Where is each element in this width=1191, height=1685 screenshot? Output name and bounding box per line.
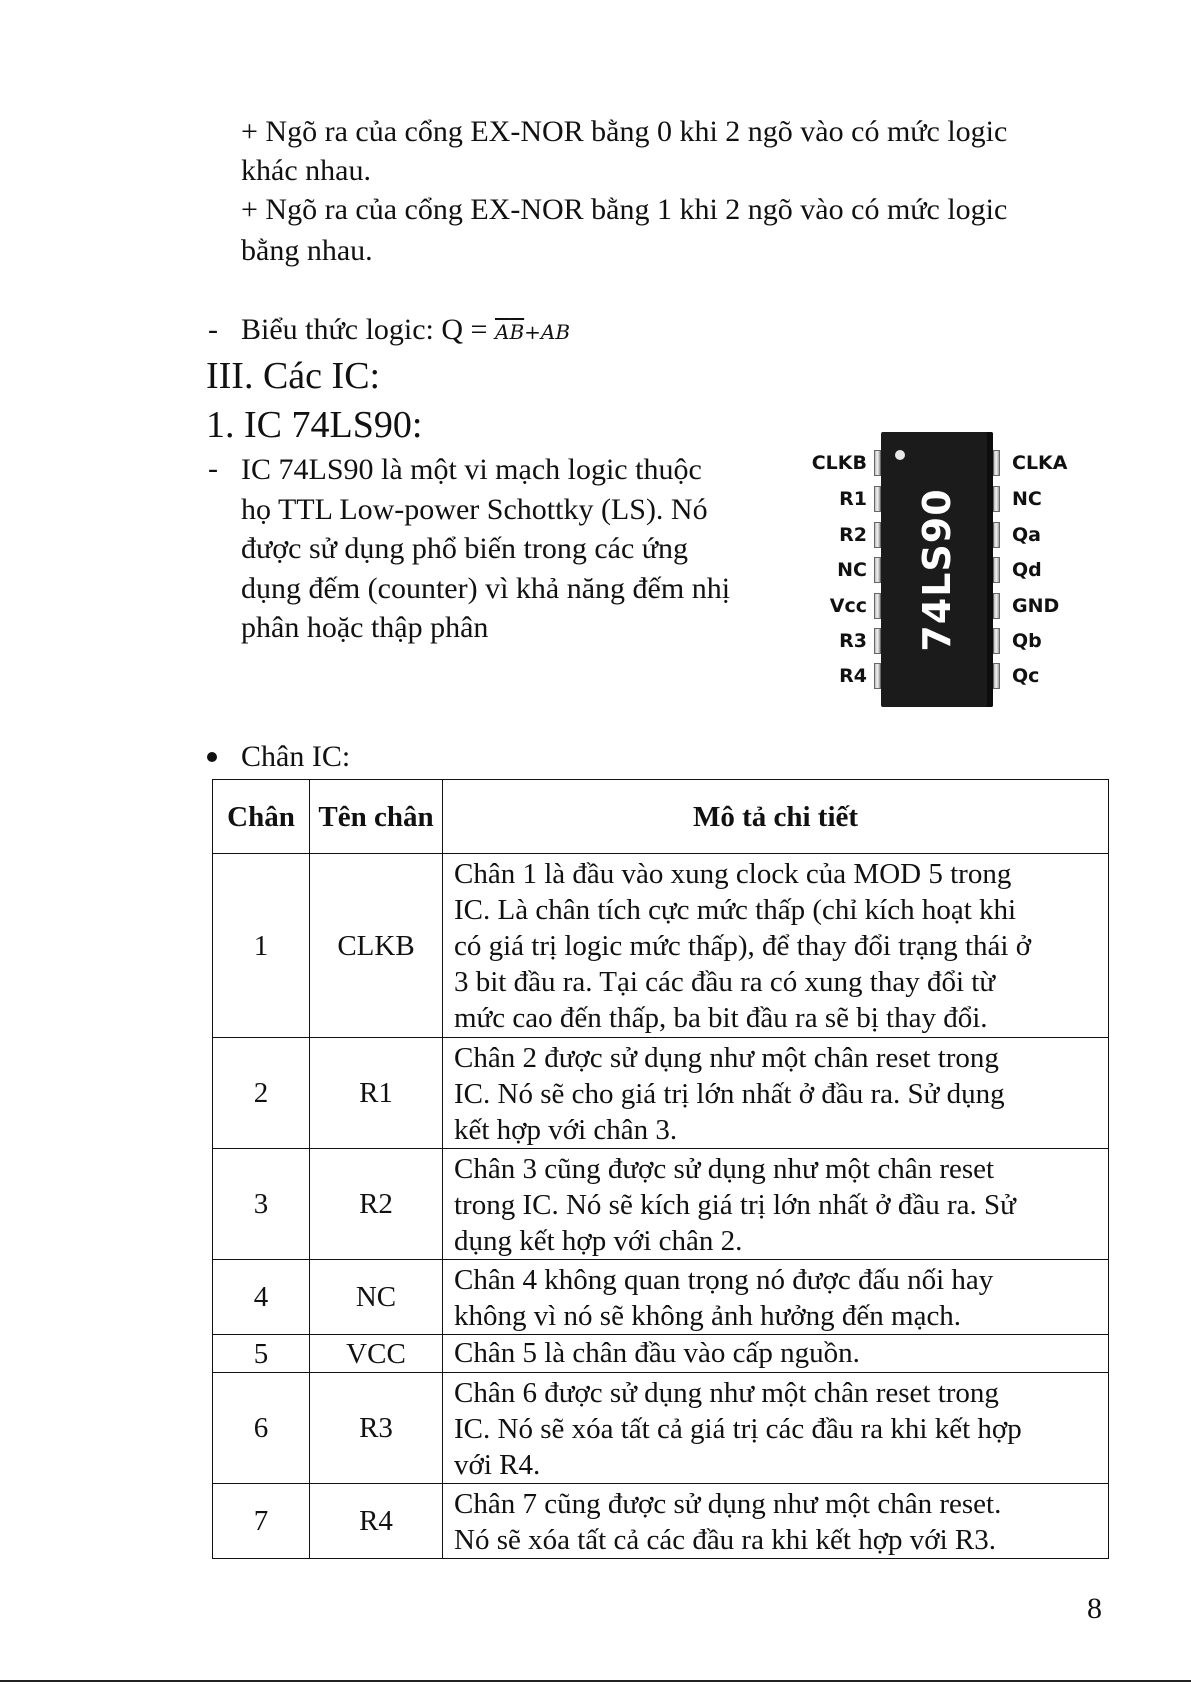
expression-label: Biểu thức logic: Q = <box>241 313 488 346</box>
footer-rule <box>0 1680 1191 1682</box>
table-row <box>213 1149 1109 1260</box>
pin-label-left: Vcc <box>829 595 867 617</box>
pin-right <box>993 522 1000 548</box>
cell-name: R1 <box>310 1038 443 1149</box>
pin-label-right: Qa <box>1012 524 1041 546</box>
description-line: không vì nó sẽ không ảnh hưởng đến mạch. <box>454 1300 962 1332</box>
table-row <box>213 854 1109 1038</box>
description-line: với R4. <box>454 1449 541 1481</box>
description-line: kết hợp với chân 3. <box>454 1114 678 1146</box>
cell-pin: 3 <box>213 1149 310 1260</box>
exnor-rule-1-line-2: khác nhau. <box>241 154 371 187</box>
cell-pin: 4 <box>213 1260 310 1335</box>
cell-pin: 2 <box>213 1038 310 1149</box>
pin-table <box>212 779 1109 1559</box>
pin-label-right: CLKA <box>1012 452 1068 474</box>
cell-name: NC <box>310 1260 443 1335</box>
cell-name: R4 <box>310 1484 443 1559</box>
formula-b-bar: $\overline{B}$ <box>509 320 525 344</box>
table-row <box>213 1373 1109 1484</box>
cell-name: VCC <box>310 1335 443 1373</box>
cell-pin: 6 <box>213 1373 310 1484</box>
intro-line: phân hoặc thập phân <box>241 611 489 644</box>
chip-name: 74LS90 <box>915 488 959 652</box>
description-line: 3 bit đầu ra. Tại các đầu ra có xung thay đổi từ <box>454 966 996 998</box>
pin-left <box>874 522 881 548</box>
description-line: Chân 6 được sử dụng như một chân reset trong <box>454 1377 999 1409</box>
description-line: Chân 2 được sử dụng như một chân reset trong <box>454 1042 999 1074</box>
intro-line: được sử dụng phổ biến trong các ứng <box>241 532 689 565</box>
logic-expression <box>241 311 570 351</box>
expression-formula <box>495 320 570 344</box>
expression-dash: - <box>208 313 218 346</box>
pin-right <box>993 557 1000 583</box>
pin-left <box>874 593 881 619</box>
pin-label-left: R4 <box>839 665 867 687</box>
pin-label-left: NC <box>837 559 867 581</box>
cell-name: R2 <box>310 1149 443 1260</box>
pin-label-left: R1 <box>839 488 867 510</box>
pin-label-right: GND <box>1012 595 1060 617</box>
pin-label-right: Qc <box>1012 665 1040 687</box>
description-line: IC. Nó sẽ xóa tất cả giá trị các đầu ra khi kết hợp <box>454 1413 1022 1445</box>
intro-line: dụng đếm (counter) vì khả năng đếm nhị <box>241 571 731 605</box>
ic-chip-diagram <box>800 430 1100 720</box>
pin-label-left: CLKB <box>811 452 867 474</box>
cell-pin: 1 <box>213 854 310 1038</box>
exnor-rule-1-line-1: + Ngõ ra của cổng EX-NOR bằng 0 khi 2 ngõ vào có mức logic <box>241 115 1008 148</box>
description-line: trong IC. Nó sẽ kích giá trị lớn nhất ở đầu ra. Sử <box>454 1189 1016 1221</box>
cell-name: CLKB <box>310 854 443 1038</box>
pin-left <box>874 557 881 583</box>
pin-left <box>874 628 881 654</box>
page-number: 8 <box>1087 1592 1102 1625</box>
intro-line: IC 74LS90 là một vi mạch logic thuộc <box>241 453 702 486</box>
description-line: Chân 7 cũng được sử dụng như một chân reset. <box>454 1488 1002 1520</box>
description-line: mức cao đến thấp, ba bit đầu ra sẽ bị thay đổi. <box>454 1002 988 1034</box>
cell-description <box>443 1038 1109 1149</box>
description-line: Chân 3 cũng được sử dụng như một chân reset <box>454 1153 995 1185</box>
pin-right <box>993 663 1000 689</box>
cell-description <box>443 1335 1109 1373</box>
subsection-heading: 1. IC 74LS90: <box>206 404 423 446</box>
cell-description <box>443 1373 1109 1484</box>
pin-left <box>874 486 881 512</box>
exnor-rule-2-line-2: bằng nhau. <box>241 234 373 267</box>
table-header-row <box>213 780 1109 854</box>
pins-label: Chân IC: <box>241 740 351 773</box>
cell-pin: 7 <box>213 1484 310 1559</box>
exnor-rule-2-line-1: + Ngõ ra của cổng EX-NOR bằng 1 khi 2 ngõ vào có mức logic <box>241 193 1008 226</box>
table-row <box>213 1484 1109 1559</box>
intro-line: họ TTL Low-power Schottky (LS). Nó <box>241 492 708 526</box>
pin-right <box>993 450 1000 476</box>
description-line: Nó sẽ xóa tất cả các đầu ra khi kết hợp với R3. <box>454 1524 997 1556</box>
cell-description <box>443 1149 1109 1260</box>
formula-rest: +AB <box>524 320 571 344</box>
bullet-icon <box>207 752 217 762</box>
pin-label-right: Qd <box>1012 559 1042 581</box>
cell-description <box>443 1260 1109 1335</box>
pin-right <box>993 628 1000 654</box>
intro-paragraph <box>241 450 781 648</box>
pin-label-right: NC <box>1012 488 1042 510</box>
description-line: IC. Nó sẽ cho giá trị lớn nhất ở đầu ra. Sử dụng <box>454 1078 1005 1110</box>
cell-description <box>443 1484 1109 1559</box>
pin1-marker-icon <box>895 450 905 460</box>
pin-right <box>993 593 1000 619</box>
pin-label-left: R3 <box>839 630 867 652</box>
pin-label-right: Qb <box>1012 630 1042 652</box>
description-line: có giá trị logic mức thấp), để thay đổi trạng thái ở <box>454 930 1032 962</box>
header-description: Mô tả chi tiết <box>443 780 1109 854</box>
pin-left <box>874 663 881 689</box>
intro-dash: - <box>208 452 218 485</box>
table-row <box>213 1335 1109 1373</box>
description-line: dụng kết hợp với chân 2. <box>454 1225 743 1257</box>
header-pin-name: Tên chân <box>310 780 443 854</box>
cell-name: R3 <box>310 1373 443 1484</box>
header-pin: Chân <box>213 780 310 854</box>
description-line: Chân 1 là đầu vào xung clock của MOD 5 trong <box>454 858 1012 890</box>
table-row <box>213 1260 1109 1335</box>
description-line: IC. Là chân tích cực mức thấp (chỉ kích hoạt khi <box>454 894 1017 926</box>
description-line: Chân 4 không quan trọng nó được đấu nối hay <box>454 1264 994 1296</box>
formula-a-bar: $\overline{A}$ <box>494 320 510 344</box>
pin-right <box>993 486 1000 512</box>
pin-left <box>874 450 881 476</box>
table-row <box>213 1038 1109 1149</box>
cell-pin: 5 <box>213 1335 310 1373</box>
description-line: Chân 5 là chân đầu vào cấp nguồn. <box>454 1337 860 1369</box>
cell-description <box>443 854 1109 1038</box>
section-heading: III. Các IC: <box>206 355 381 397</box>
pin-label-left: R2 <box>839 524 867 546</box>
